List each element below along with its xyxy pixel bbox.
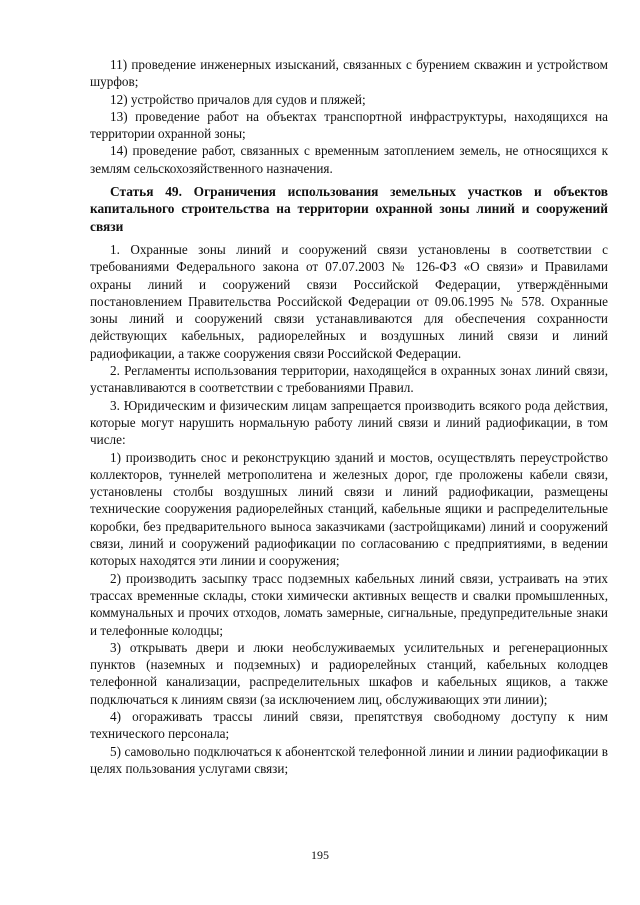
page-number: 195	[311, 848, 329, 862]
sub-item-1: 1) производить снос и реконструкцию зданий и мостов, осуществлять переустройство коллекторов, туннелей метрополитена и железных дорог, где проложены кабели связи, установлены столбы воздушных линий связи и линий радиофикации, размещены технические сооружения радиорелейных станций, кабельные ящики и распределительные коробки, без предварительного выноса заказчиками (застройщиками) линий и сооружений связи, линий и сооружений радиофикации по согласованию с предприятиями, в ведении которых находятся эти линии и сооружения;	[90, 449, 608, 569]
paragraph-3: 3. Юридическим и физическим лицам запрещается производить всякого рода действия, которые могут нарушить нормальную работу линий связи и линий радиофикации, в том числе:	[90, 397, 608, 448]
list-item-13: 13) проведение работ на объектах транспортной инфраструктуры, находящихся на территории охранной зоны;	[90, 108, 608, 142]
sub-item-2: 2) производить засыпку трасс подземных кабельных линий связи, устраивать на этих трассах временные склады, стоки химически активных веществ и свалки промышленных, коммунальных и прочих отходов, ломать замерные, сигнальные, предупредительные знаки и телефонные колодцы;	[90, 570, 608, 638]
sub-item-3: 3) открывать двери и люки необслуживаемых усилительных и регенерационных пунктов (наземных и подземных) и радиорелейных станций, кабельных колодцев телефонной канализации, распределительных шкафов и кабельных ящиков, а также подключаться к линиям связи (за исключением лиц, обслуживающих эти линии);	[90, 639, 608, 707]
paragraph-1: 1. Охранные зоны линий и сооружений связи установлены в соответствии с требованиями Федерального закона от 07.07.2003 № 126-ФЗ «О связи» и Правилами охраны линий и сооружений связи Российской Федерации, утверждёнными постановлением Правительства Российской Федерации от 09.06.1995 № 578. Охранные зоны линий и сооружений связи устанавливаются для обеспечения сохранности действующих кабельных, радиорелейных и воздушных линий связи и линий радиофикации, а также сооружения связи Российской Федерации.	[90, 241, 608, 361]
sub-item-5: 5) самовольно подключаться к абонентской телефонной линии и линии радиофикации в целях пользования услугами связи;	[90, 743, 608, 776]
list-item-11: 11) проведение инженерных изысканий, связанных с бурением скважин и устройством шурфов;	[90, 57, 608, 90]
paragraph-2: 2. Регламенты использования территории, находящейся в охранных зонах линий связи, устанавливаются в соответствии с требованиями Правил.	[90, 363, 608, 396]
list-item-14: 14) проведение работ, связанных с временным затоплением земель, не относящихся к землям сельскохозяйственного назначения.	[90, 143, 608, 176]
article-heading: Статья 49. Ограничения использования земельных участков и объектов капитального строительства на территории охранной зоны линий и сооружений связи	[90, 184, 608, 234]
sub-item-4: 4) огораживать трассы линий связи, препятствуя свободному доступу к ним технического персонала;	[90, 708, 608, 742]
page-body	[90, 56, 608, 777]
list-item-12: 12) устройство причалов для судов и пляжей;	[110, 91, 366, 107]
